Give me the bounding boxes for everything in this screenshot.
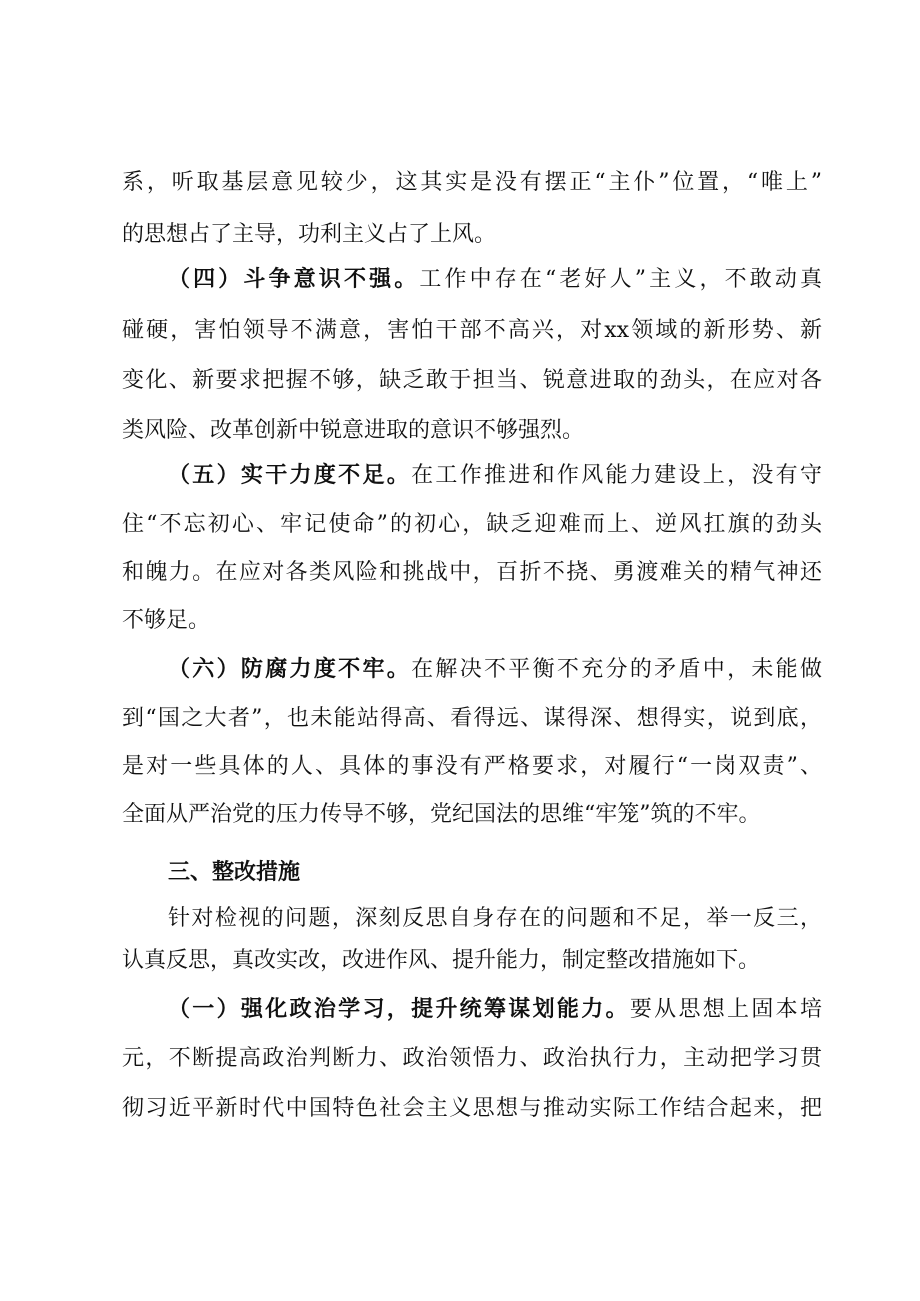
paragraph-line (122, 558, 822, 588)
paragraph-text: 系，听取基层意见较少，这其实是没有摆正“主仆”位置，“唯上” (122, 170, 822, 195)
paragraph-text: 针对检视的问题，深刻反思自身存在的问题和不足，举一反三， (168, 906, 822, 931)
paragraph-text: 全面从严治党的压力传导不够，党纪国法的思维“牢笼”筑的不牢。 (122, 802, 761, 827)
paragraph-line (122, 704, 822, 734)
paragraph-line (168, 904, 822, 934)
paragraph-line (122, 416, 822, 446)
paragraph-line (122, 168, 822, 198)
paragraph-line (122, 316, 822, 346)
paragraph-line (122, 220, 822, 250)
paragraph-text: 工作中存在“老好人”主义，不敢动真 (419, 267, 822, 292)
paragraph-lead: （四）斗争意识不强。 (168, 266, 420, 292)
paragraph-text: 变化、新要求把握不够，缺乏敢于担当、锐意进取的劲头，在应对各 (122, 368, 822, 393)
paragraph-line (168, 460, 822, 490)
paragraph-text: 和魄力。在应对各类风险和挑战中，百折不挠、勇渡难关的精气神还 (122, 560, 822, 585)
paragraph-text: 类风险、改革创新中锐意进取的意识不够强烈。 (122, 418, 585, 443)
paragraph-lead: （五）实干力度不足。 (168, 462, 412, 488)
paragraph-text: 要从思想上固本培 (629, 997, 822, 1022)
paragraph-text: 彻习近平新时代中国特色社会主义思想与推动实际工作结合起来，把 (122, 1096, 822, 1121)
paragraph-text: 住“不忘初心、牢记使命”的初心，缺乏迎难而上、逆风扛旗的劲头 (122, 512, 822, 537)
paragraph-line (122, 606, 822, 636)
paragraph-line (122, 1094, 822, 1124)
paragraph-line (168, 654, 822, 684)
section-heading-text: 三、整改措施 (168, 860, 301, 885)
paragraph-line (168, 994, 822, 1024)
paragraph-line (122, 510, 822, 540)
paragraph-text: 元，不断提高政治判断力、政治领悟力、政治执行力，主动把学习贯 (122, 1046, 822, 1071)
paragraph-line (122, 1044, 822, 1074)
paragraph-lead: （一）强化政治学习，提升统筹谋划能力。 (168, 996, 630, 1022)
paragraph-text: 不够足。 (122, 608, 211, 633)
paragraph-line (122, 366, 822, 396)
paragraph-text: 到“国之大者”，也未能站得高、看得远、谋得深、想得实，说到底， (122, 706, 822, 731)
paragraph-text: 在解决不平衡不充分的矛盾中，未能做 (411, 657, 822, 682)
paragraph-text: 是对一些具体的人、具体的事没有严格要求，对履行“一岗双责”、 (122, 754, 822, 779)
paragraph-text: 认真反思，真改实改，改进作风、提升能力，制定整改措施如下。 (122, 948, 761, 973)
paragraph-lead: （六）防腐力度不牢。 (168, 656, 412, 682)
paragraph-line (122, 800, 822, 830)
paragraph-text: 在工作推进和作风能力建设上，没有守 (411, 463, 822, 488)
paragraph-text: 的思想占了主导，功利主义占了上风。 (122, 222, 497, 247)
section-heading (168, 858, 822, 888)
paragraph-line (168, 264, 822, 294)
paragraph-line (122, 946, 822, 976)
paragraph-line (122, 752, 822, 782)
paragraph-text: 碰硬，害怕领导不满意，害怕干部不高兴，对xx领域的新形势、新 (122, 318, 822, 343)
